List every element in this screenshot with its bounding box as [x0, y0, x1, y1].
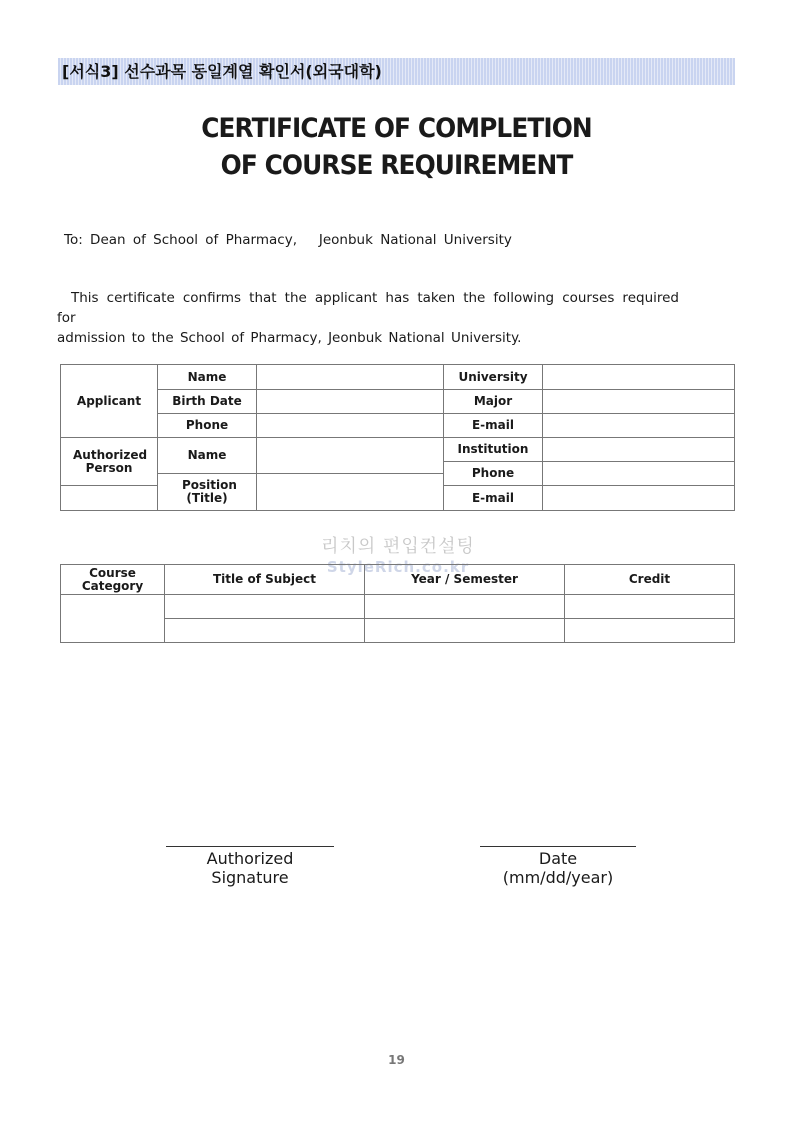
- applicant-group-label: Applicant: [61, 365, 158, 438]
- credit-header: Credit: [565, 565, 735, 595]
- statement-line1: This certificate confirms that the applicant has taken the following courses required for: [57, 290, 679, 326]
- authorized-phone-field[interactable]: [543, 462, 735, 486]
- authorized-phone-label: Phone: [444, 462, 543, 486]
- watermark-korean: 리치의 편입컨설팅: [321, 536, 475, 557]
- applicant-name-field[interactable]: [257, 365, 444, 390]
- year-semester-header: Year / Semester: [365, 565, 565, 595]
- applicant-major-label: Major: [444, 390, 543, 414]
- applicant-phone-field[interactable]: [257, 414, 444, 438]
- year-semester-cell[interactable]: [365, 619, 565, 643]
- authorized-institution-label: Institution: [444, 438, 543, 462]
- year-semester-cell[interactable]: [365, 595, 565, 619]
- applicant-name-label: Name: [158, 365, 257, 390]
- authorized-signature-line[interactable]: Authorized Signature: [166, 846, 334, 887]
- authorized-position-field[interactable]: [257, 474, 444, 511]
- applicant-phone-label: Phone: [158, 414, 257, 438]
- credit-cell[interactable]: [565, 595, 735, 619]
- course-category-cell[interactable]: [61, 595, 165, 643]
- authorized-name-label: Name: [158, 438, 257, 474]
- certificate-statement: [57, 288, 679, 348]
- applicant-major-field[interactable]: [543, 390, 735, 414]
- authorized-email-field[interactable]: [543, 486, 735, 511]
- applicant-birth-date-field[interactable]: [257, 390, 444, 414]
- course-category-header: Course Category: [61, 565, 165, 595]
- applicant-university-field[interactable]: [543, 365, 735, 390]
- authorized-position-label: Position (Title): [158, 474, 257, 511]
- applicant-email-label: E-mail: [444, 414, 543, 438]
- page-number: 19: [388, 1053, 405, 1067]
- certificate-title-line2: OF COURSE REQUIREMENT: [220, 150, 573, 181]
- applicant-info-table: [60, 364, 735, 511]
- subject-title-cell[interactable]: [165, 595, 365, 619]
- watermark-english: StyleRich.co.kr: [326, 558, 470, 576]
- statement-line2: admission to the School of Pharmacy, Jeonbuk National University.: [57, 330, 522, 346]
- credit-cell[interactable]: [565, 619, 735, 643]
- signature-date-line[interactable]: Date (mm/dd/year): [480, 846, 636, 887]
- certificate-title: [32, 110, 762, 184]
- authorized-email-label: E-mail: [444, 486, 543, 511]
- applicant-university-label: University: [444, 365, 543, 390]
- applicant-birth-date-label: Birth Date: [158, 390, 257, 414]
- authorized-institution-field[interactable]: [543, 438, 735, 462]
- form-header: [서식3] 선수과목 동일계열 확인서(외국대학): [58, 58, 735, 85]
- authorized-person-group-spacer: [61, 486, 158, 511]
- applicant-email-field[interactable]: [543, 414, 735, 438]
- subject-title-header: Title of Subject: [165, 565, 365, 595]
- authorized-name-field[interactable]: [257, 438, 444, 474]
- recipient-line: To: Dean of School of Pharmacy, Jeonbuk National University: [64, 232, 512, 248]
- subject-title-cell[interactable]: [165, 619, 365, 643]
- course-table: [60, 564, 735, 643]
- certificate-title-line1: CERTIFICATE OF COMPLETION: [201, 113, 592, 144]
- authorized-person-group-label: Authorized Person: [61, 438, 158, 486]
